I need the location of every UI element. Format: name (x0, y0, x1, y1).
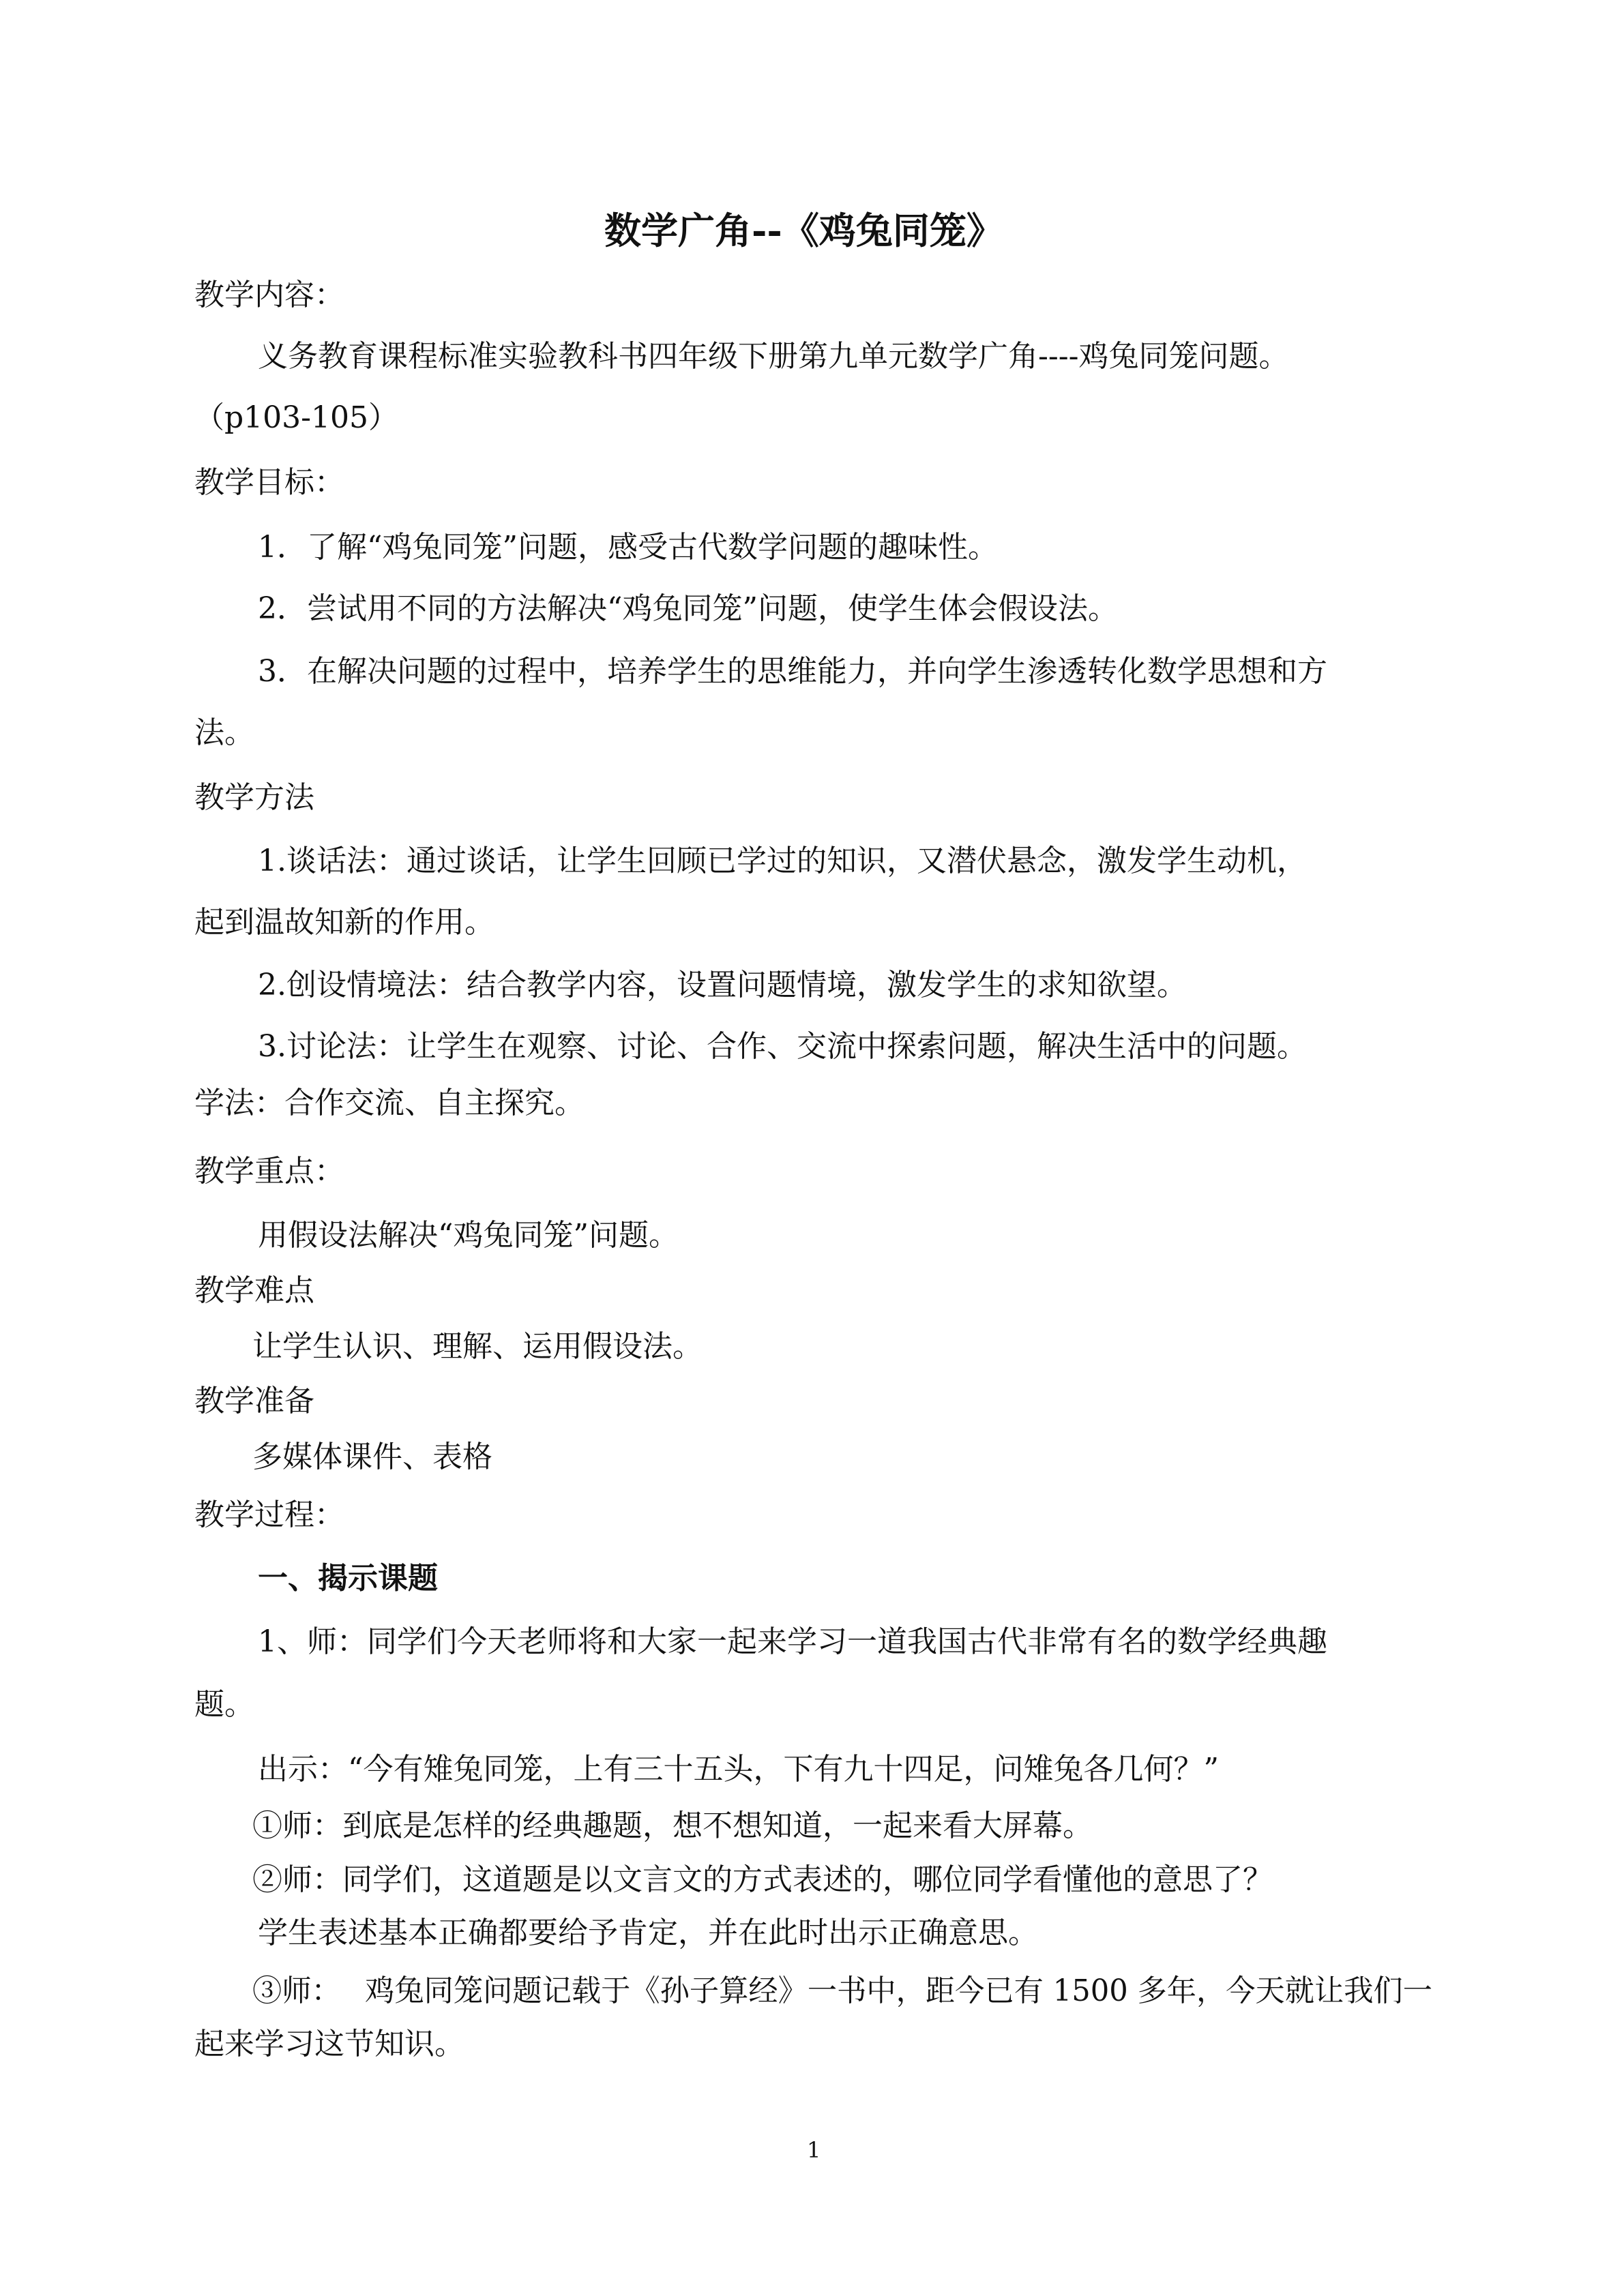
teacher-line-3-line-2: 起来学习这节知识。 (194, 2027, 464, 2061)
difficulty-heading: 教学难点 (194, 1273, 314, 1308)
show-problem: 出示：“今有雉兔同笼，上有三十五头，下有九十四足，问雉兔各几何？” (258, 1752, 1219, 1787)
section-heading-1: 一、揭示课题 (258, 1561, 438, 1596)
method-item-1-line-1: 1.谈话法：通过谈话，让学生回顾已学过的知识，又潜伏悬念，激发学生动机， (258, 844, 1307, 878)
method-item-3: 3.讨论法：让学生在观察、讨论、合作、交流中探索问题，解决生活中的问题。 (258, 1029, 1307, 1064)
content-text: 义务教育课程标准实验教科书四年级下册第九单元数学广角----鸡兔同笼问题。 (258, 339, 1289, 374)
goal-item-3-line-2: 法。 (194, 715, 254, 750)
method-item-1-line-2: 起到温故知新的作用。 (194, 905, 494, 940)
document-title: 数学广角--《鸡兔同笼》 (604, 209, 1003, 252)
teacher-line-2: ②师：同学们，这道题是以文言文的方式表述的，哪位同学看懂他的意思了？ (252, 1862, 1273, 1897)
teacher-line-1: ①师：到底是怎样的经典趣题，想不想知道，一起来看大屏幕。 (252, 1808, 1093, 1843)
student-note: 学生表述基本正确都要给予肯定，并在此时出示正确意思。 (258, 1915, 1038, 1950)
key-text: 用假设法解决“鸡兔同笼”问题。 (258, 1218, 679, 1253)
goals-heading: 教学目标： (194, 465, 344, 500)
step-1-line-1: 1、师：同学们今天老师将和大家一起来学习一道我国古代非常有名的数学经典趣 (258, 1624, 1327, 1659)
prep-heading: 教学准备 (194, 1384, 314, 1418)
step-1-line-2: 题。 (194, 1687, 254, 1722)
page-number: 1 (807, 2137, 821, 2163)
goal-item-2: 2．尝试用不同的方法解决“鸡兔同笼”问题，使学生体会假设法。 (258, 591, 1118, 626)
methods-heading: 教学方法 (194, 780, 314, 815)
teacher-line-3-line-1: ③师： 鸡兔同笼问题记载于《孙子算经》一书中，距今已有 1500 多年，今天就让我们一 (252, 1973, 1433, 2008)
prep-text: 多媒体课件、表格 (252, 1440, 492, 1474)
study-method: 学法：合作交流、自主探究。 (194, 1086, 585, 1120)
goal-item-1: 1．了解“鸡兔同笼”问题，感受古代数学问题的趣味性。 (258, 530, 998, 565)
method-item-2: 2.创设情境法：结合教学内容，设置问题情境，激发学生的求知欲望。 (258, 968, 1187, 1002)
difficulty-text: 让学生认识、理解、运用假设法。 (252, 1329, 703, 1364)
goal-item-3-line-1: 3．在解决问题的过程中，培养学生的思维能力，并向学生渗透转化数学思想和方 (258, 654, 1327, 689)
content-heading: 教学内容： (194, 278, 344, 312)
content-pages: （p103-105） (194, 400, 398, 435)
process-heading: 教学过程： (194, 1497, 344, 1532)
key-heading: 教学重点： (194, 1154, 344, 1189)
